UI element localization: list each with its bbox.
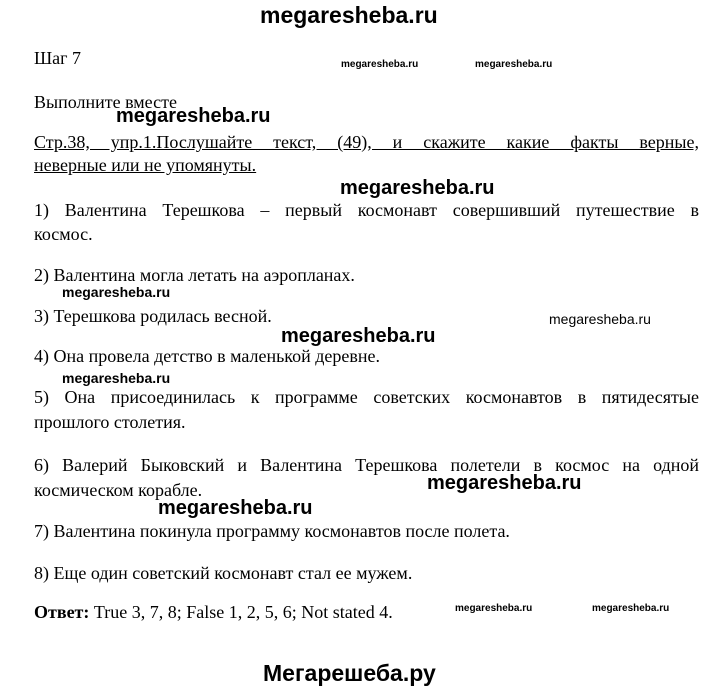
item-4: 4) Она провела детство в маленькой деревне. [34, 346, 381, 366]
item-6-line-2: космическом корабле. [34, 480, 203, 500]
watermark: megaresheba.ru [592, 603, 670, 614]
item-1-line-1: 1) Валентина Терешкова – первый космонавт совершивший путешествие в [34, 200, 699, 220]
watermark: megaresheba.ru [281, 325, 436, 347]
watermark: megaresheba.ru [62, 370, 171, 386]
watermark: megaresheba.ru [455, 603, 533, 614]
item-6-line-1: 6) Валерий Быковский и Валентина Терешкова полетели в космос на одной [34, 455, 699, 475]
answer-label: Ответ: [34, 602, 90, 622]
section-heading: Выполните вместе [34, 92, 177, 112]
watermark: megaresheba.ru [340, 177, 495, 199]
item-8: 8) Еще один советский космонавт стал ее мужем. [34, 563, 413, 583]
watermark: megaresheba.ru [116, 105, 271, 127]
watermark: megaresheba.ru [427, 472, 582, 494]
item-3: 3) Терешкова родилась весной. [34, 306, 272, 326]
task-line-1: Стр.38, упр.1.Послушайте текст, (49), и скажите какие факты верные, [34, 132, 699, 152]
header-site-title: megaresheba.ru [260, 2, 438, 28]
watermark: megaresheba.ru [475, 59, 553, 70]
task-line-2: неверные или не упомянуты. [34, 155, 257, 175]
watermark: megaresheba.ru [549, 311, 651, 327]
item-5-line-2: прошлого столетия. [34, 412, 186, 432]
item-2: 2) Валентина могла летать на аэропланах. [34, 265, 355, 285]
watermark: megaresheba.ru [341, 59, 419, 70]
item-7: 7) Валентина покинула программу космонавтов после полета. [34, 521, 510, 541]
answer-text: True 3, 7, 8; False 1, 2, 5, 6; Not stated 4. [89, 602, 393, 622]
watermark: megaresheba.ru [158, 497, 313, 519]
item-1-line-2: космос. [34, 224, 93, 244]
watermark: megaresheba.ru [62, 284, 171, 300]
footer-site-title: Мегарешеба.ру [263, 660, 436, 686]
item-5-line-1: 5) Она присоединилась к программе советских космонавтов в пятидесятые [34, 387, 699, 407]
step-label: Шаг 7 [34, 48, 82, 68]
answer-line [34, 600, 393, 624]
